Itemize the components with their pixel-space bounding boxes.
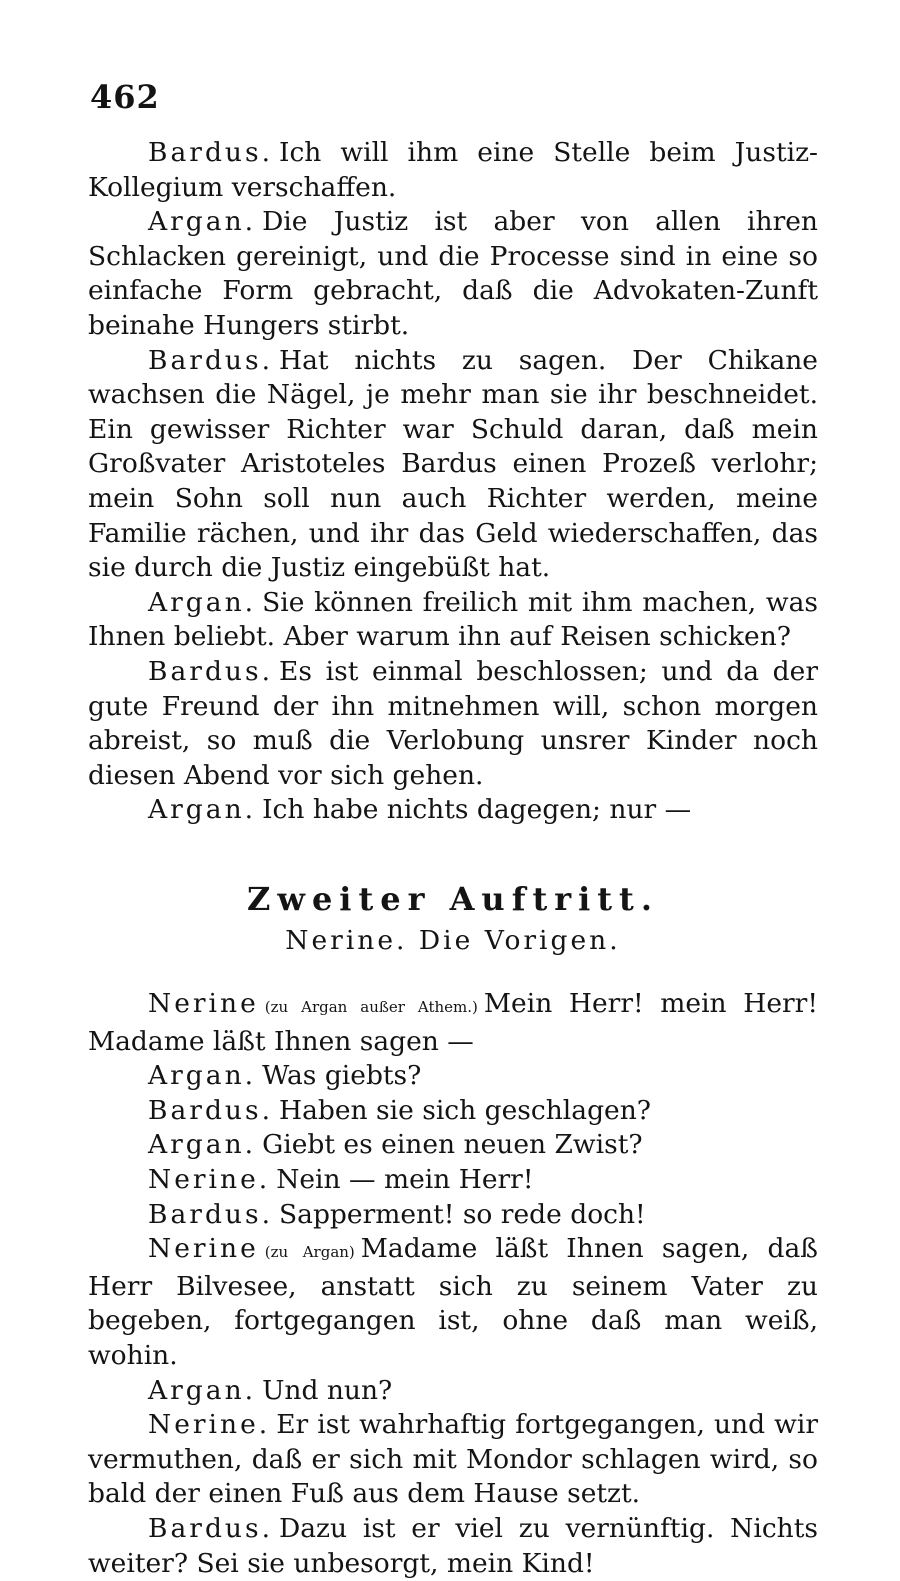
dialogue-text: Mein Herr! mein Herr! Madame läßt Ihnen sagen — [88,988,818,1057]
dialogue-text: Es ist einmal beschlossen; und da der gute Freund der ihn mitnehmen will, schon morgen abreist, so muß die Verlobung unsrer Kinder noch diesen Abend vor sich gehen. [88,655,818,791]
dialogue-paragraph [88,1094,818,1129]
dialogue-paragraph [88,1512,818,1581]
dialogue-paragraph [88,136,818,205]
dialogue-text: Madame läßt Ihnen sagen, daß Herr Bilvesee, anstatt sich zu seinem Vater zu begeben, fortgegangen ist, ohne daß man weiß, wohin. [88,1233,818,1371]
dialogue-paragraph [88,1128,818,1163]
speaker-name: Bardus. [148,1512,273,1544]
dialogue-text: Nein — mein Herr! [276,1164,534,1196]
dialogue-paragraph [88,1374,818,1409]
dialogue-paragraph [88,793,818,828]
speaker-name: Nerine [148,1233,259,1265]
dialogue-text: Die Justiz ist aber von allen ihren Schlacken gereinigt, und die Processe sind in eine so einfache Form gebracht, daß die Advokaten-Zunft beinahe Hungers stirbt. [88,206,818,341]
dialogue-paragraph [88,1198,818,1233]
speaker-name: Argan. [148,1129,257,1161]
speaker-name: Argan. [148,206,257,238]
dialogue-text: Hat nichts zu sagen. Der Chikane wachsen die Nägel, je mehr man sie ihr beschneidet. Ein gewisser Richter war Schuld daran, daß mein Großvater Aristoteles Bardus einen Prozeß verlohr; mein Sohn soll nun auch Richter werden, meine Familie rächen, und ihr das Geld wiederschaffen, das sie durch die Justiz eingebüßt hat. [88,344,818,584]
dialogue-paragraph [88,1163,818,1198]
speaker-name: Bardus. [148,1198,273,1230]
dialogue-paragraph [88,987,818,1059]
dialogue-text: Sie können freilich mit ihm machen, was Ihnen beliebt. Aber warum ihn auf Reisen schicken? [88,586,818,653]
dialogue-paragraph [88,1232,818,1373]
speaker-name: Bardus. [148,1094,273,1126]
dialogue-before [88,136,818,828]
scene-title: Zweiter Auftritt. [247,879,659,918]
scene-cast: Nerine. Die Vorigen. [285,925,621,957]
dialogue-paragraph [88,344,818,586]
dialogue-paragraph [88,586,818,655]
page-number: 462 [90,78,160,116]
speaker-name: Bardus. [148,137,273,168]
dialogue-after [88,987,818,1581]
dialogue-text: Ich habe nichts dagegen; nur — [262,794,692,826]
dialogue-text: Haben sie sich geschlagen? [279,1094,651,1126]
speaker-name: Argan. [148,1060,257,1092]
dialogue-text: Und nun? [262,1374,393,1406]
dialogue-paragraph [88,1059,818,1094]
speaker-name: Argan. [148,1374,257,1406]
stage-direction: (zu Argan) [264,1243,355,1262]
speaker-name: Nerine [148,988,259,1020]
dialogue-text: Dazu ist er viel zu vernünftig. Nichts weiter? Sei sie unbesorgt, mein Kind! [88,1512,818,1579]
stage-direction: (zu Argan außer Athem.) [264,998,478,1017]
speaker-name: Argan. [148,586,257,618]
speaker-name: Bardus. [148,344,273,376]
dialogue-paragraph [88,1408,818,1512]
speaker-name: Argan. [148,794,257,826]
speaker-name: Nerine. [148,1164,271,1196]
speaker-name: Nerine. [148,1409,271,1441]
dialogue-text: Er ist wahrhaftig fortgegangen, und wir vermuthen, daß er sich mit Mondor schlagen wird, so bald der einen Fuß aus dem Hause setzt. [88,1409,818,1510]
dialogue-text: Was giebts? [262,1060,422,1092]
dialogue-paragraph [88,655,818,793]
dialogue-text: Sapperment! so rede doch! [279,1198,646,1230]
speaker-name: Bardus. [148,655,273,687]
dialogue-text: Ich will ihm eine Stelle beim Justiz-Kollegium verschaffen. [88,137,818,203]
dialogue-paragraph [88,205,818,343]
text-block [88,136,818,1581]
dialogue-text: Giebt es einen neuen Zwist? [262,1129,643,1161]
